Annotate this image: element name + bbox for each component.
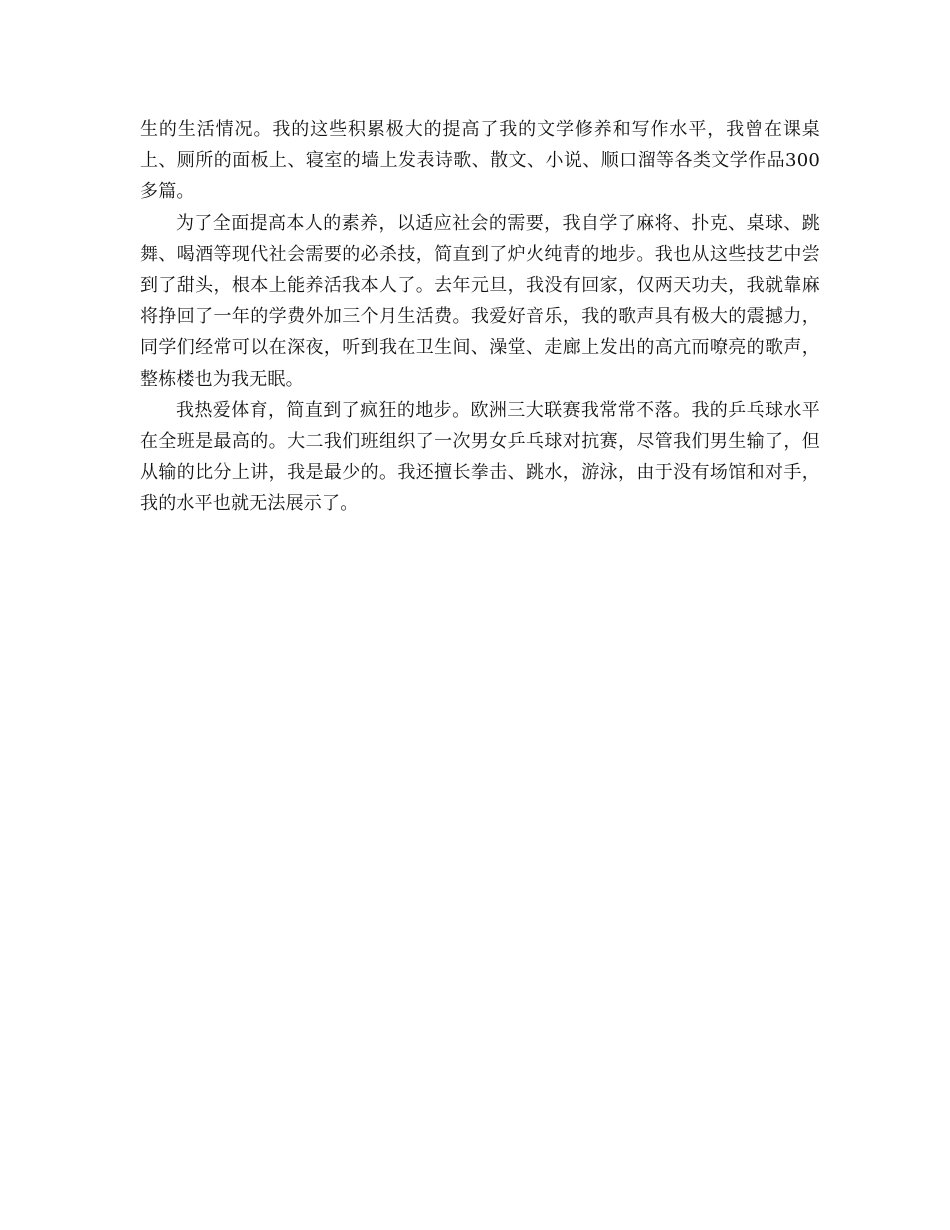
paragraph-3: 我热爱体育，简直到了疯狂的地步。欧洲三大联赛我常常不落。我的乒乓球水平在全班是最高的。大二我们班组织了一次男女乒乓球对抗赛，尽管我们男生输了，但从输的比分上讲，我是最少的。我还擅长拳击、跳水，游泳，由于没有场馆和对手，我的水平也就无法展示了。 bbox=[140, 399, 820, 515]
paragraph-1: 生的生活情况。我的这些积累极大的提高了我的文学修养和写作水平，我曾在课桌上、厕所的面板上、寝室的墙上发表诗歌、散文、小说、顺口溜等各类文学作品300多篇。 bbox=[140, 119, 820, 203]
document-body bbox=[140, 114, 820, 520]
paragraph-2: 为了全面提高本人的素养，以适应社会的需要，我自学了麻将、扑克、桌球、跳舞、喝酒等现代社会需要的必杀技，简直到了炉火纯青的地步。我也从这些技艺中尝到了甜头，根本上能养活我本人了。去年元旦，我没有回家，仅两天功夫，我就靠麻将挣回了一年的学费外加三个月生活费。我爱好音乐，我的歌声具有极大的震撼力，同学们经常可以在深夜，听到我在卫生间、澡堂、走廊上发出的高亢而嘹亮的歌声，整栋楼也为我无眠。 bbox=[140, 212, 820, 390]
